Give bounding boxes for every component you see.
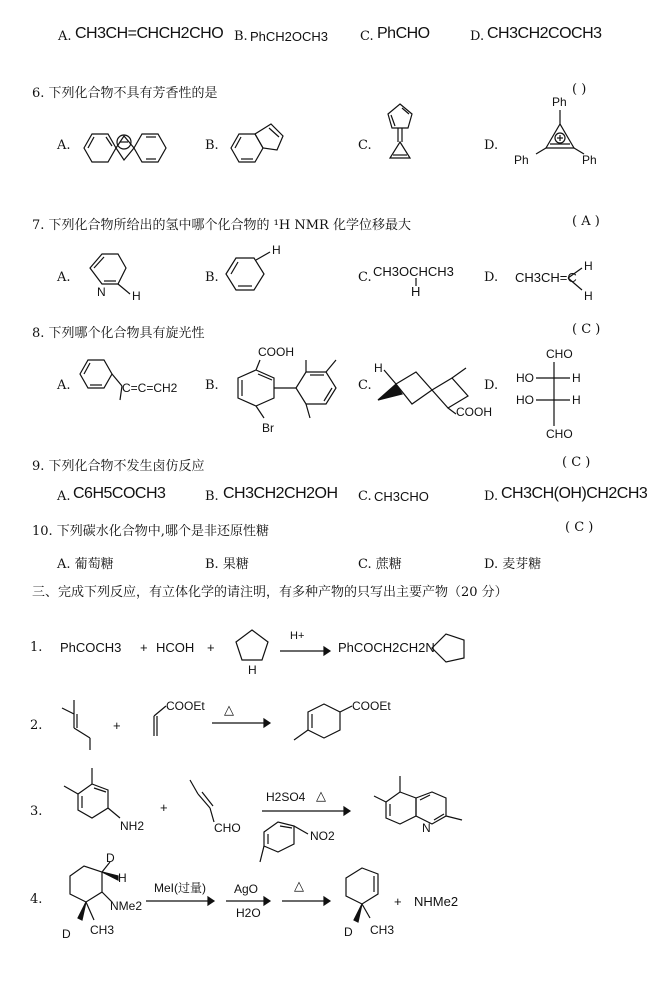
q8-b-biphenyl-structure bbox=[224, 344, 354, 436]
q5-option-b: PhCH2OCH3 bbox=[250, 29, 329, 44]
q10-option-c: C. 蔗糖 bbox=[358, 557, 402, 572]
svg-text:CHO: CHO bbox=[546, 427, 573, 441]
q9-option-c-letter: C. bbox=[358, 489, 372, 504]
r2-plus: + bbox=[113, 718, 121, 733]
q8-label-b: B. bbox=[205, 378, 219, 393]
svg-text:CH3: CH3 bbox=[90, 923, 115, 937]
r2-acrylate-structure bbox=[150, 696, 220, 740]
svg-text:Br: Br bbox=[262, 421, 274, 435]
q10-option-d: D. 麦芽糖 bbox=[484, 557, 542, 572]
r1-arrow bbox=[280, 646, 330, 656]
svg-text:D: D bbox=[344, 925, 353, 939]
svg-text:COOH: COOH bbox=[456, 405, 492, 419]
q8-stem: 8. 下列哪个化合物具有旋光性 bbox=[32, 326, 205, 341]
svg-text:COOEt: COOEt bbox=[166, 699, 205, 713]
section3-heading: 三、完成下列反应，有立体化学的请注明，有多种产物的只写出主要产物（20 分） bbox=[32, 585, 508, 600]
svg-text:NMe2: NMe2 bbox=[110, 899, 143, 913]
svg-text:H: H bbox=[132, 289, 141, 303]
r3-plus: + bbox=[160, 800, 168, 815]
r4-product-cyclohexene-structure bbox=[334, 856, 414, 946]
svg-text:COOH: COOH bbox=[258, 345, 294, 359]
q9-option-c: CH3CHO bbox=[374, 489, 429, 504]
q7-c-h: H bbox=[411, 284, 421, 299]
svg-text:H: H bbox=[374, 361, 383, 375]
r2-number: 2. bbox=[30, 718, 43, 733]
q9-stem: 9. 下列化合物不发生卤仿反应 bbox=[32, 459, 205, 474]
r4-arrow1 bbox=[146, 896, 216, 906]
r2-product-cyclohexene-structure bbox=[282, 696, 412, 752]
r4-byproduct: NHMe2 bbox=[414, 894, 459, 909]
q8-label-d: D. bbox=[484, 378, 499, 393]
q6-stem: 6. 下列化合物不具有芳香性的是 bbox=[32, 86, 218, 101]
q8-c-spiroheptane-structure bbox=[372, 356, 502, 428]
q7-label-b: B. bbox=[205, 270, 219, 285]
q7-stem: 7. 下列化合物所给出的氢中哪个化合物的 ¹H NMR 化学位移最大 bbox=[32, 218, 411, 233]
svg-text:D: D bbox=[62, 927, 71, 941]
q6-label-c: C. bbox=[358, 138, 372, 153]
q8-answer: ( C ) bbox=[572, 322, 601, 337]
svg-text:H: H bbox=[584, 289, 593, 303]
q6-d-triphenylcyclopropenium-structure bbox=[510, 92, 610, 172]
q8-d-tartaric-aldehyde-structure bbox=[512, 344, 592, 441]
svg-text:CHO: CHO bbox=[214, 821, 241, 835]
r4-arrow3 bbox=[282, 896, 332, 906]
r1-plus1: + bbox=[140, 640, 148, 655]
svg-text:N: N bbox=[422, 821, 431, 835]
svg-text:H: H bbox=[572, 371, 581, 385]
q7-label-a: A. bbox=[57, 270, 71, 285]
q9-option-b: CH3CH2CH2OH bbox=[223, 485, 338, 502]
svg-text:NH2: NH2 bbox=[120, 819, 145, 833]
r1-reactant2: HCOH bbox=[156, 640, 195, 655]
q5-option-c-letter: C. bbox=[360, 29, 374, 44]
r1-plus2: + bbox=[207, 640, 215, 655]
r1-number: 1. bbox=[30, 640, 43, 655]
svg-text:CHO: CHO bbox=[546, 347, 573, 361]
r2-isoprene-structure bbox=[56, 696, 106, 752]
q9-option-d-letter: D. bbox=[484, 489, 499, 504]
svg-text:HO: HO bbox=[516, 393, 534, 407]
r1-reactant1: PhCOCH3 bbox=[60, 640, 122, 655]
q9-option-a: C6H5COCH3 bbox=[73, 485, 166, 502]
q9-answer: ( C ) bbox=[562, 455, 591, 470]
r3-crotonaldehyde-structure bbox=[186, 776, 256, 840]
q5-option-c: PhCHO bbox=[377, 25, 430, 42]
q7-b-benzene-structure bbox=[222, 243, 302, 306]
q6-a-fluorenyl-anion-structure bbox=[70, 118, 180, 178]
r4-plus: + bbox=[394, 894, 402, 909]
svg-text:H: H bbox=[248, 663, 257, 677]
q8-a-allene-structure bbox=[72, 352, 202, 412]
svg-text:D: D bbox=[106, 851, 115, 865]
r3-reagent: H2SO4 bbox=[266, 790, 306, 804]
svg-text:COOEt: COOEt bbox=[352, 699, 391, 713]
r3-product-quinoline-structure bbox=[372, 760, 482, 840]
r1-product-pyrrolidine-ring bbox=[428, 628, 472, 668]
q9-option-a-letter: A. bbox=[57, 489, 71, 504]
q5-option-a-letter: A. bbox=[58, 29, 72, 44]
svg-text:NO2: NO2 bbox=[310, 829, 335, 843]
q7-label-c: C. bbox=[358, 270, 372, 285]
r2-heat: △ bbox=[224, 702, 234, 717]
r1-product: PhCOCH2CH2N bbox=[338, 640, 435, 655]
q6-label-d: D. bbox=[484, 138, 499, 153]
svg-text:CH3: CH3 bbox=[370, 923, 395, 937]
r4-reagent2a: AgO bbox=[234, 882, 259, 896]
q6-label-b: B. bbox=[205, 138, 219, 153]
r4-arrow2 bbox=[226, 896, 272, 906]
q7-answer: ( A ) bbox=[572, 214, 600, 229]
r4-number: 4. bbox=[30, 892, 43, 907]
q6-b-indene-structure bbox=[225, 118, 305, 178]
q10-option-b: B. 果糖 bbox=[205, 557, 249, 572]
svg-text:Ph: Ph bbox=[514, 153, 529, 167]
q7-c-formula: CH3OCHCH3 bbox=[373, 264, 454, 279]
q10-answer: ( C ) bbox=[565, 520, 594, 535]
svg-text:Ph: Ph bbox=[552, 95, 567, 109]
q5-option-d-letter: D. bbox=[470, 29, 485, 44]
q7-label-d: D. bbox=[484, 270, 499, 285]
svg-text:H: H bbox=[118, 871, 127, 885]
r3-dimethylaniline-structure bbox=[60, 760, 160, 840]
q5-option-a: CH3CH=CHCH2CHO bbox=[75, 25, 224, 42]
q6-answer: ( ) bbox=[572, 82, 587, 97]
r1-pyrrolidine-structure bbox=[232, 626, 272, 682]
q6-label-a: A. bbox=[57, 138, 71, 153]
r4-reagent1: MeI(过量) bbox=[154, 881, 206, 895]
q7-d-h-bonds bbox=[568, 258, 608, 302]
svg-text:HO: HO bbox=[516, 371, 534, 385]
svg-text:Ph: Ph bbox=[582, 153, 597, 167]
svg-text:H: H bbox=[572, 393, 581, 407]
q7-d-formula: CH3CH=C bbox=[515, 270, 577, 285]
q8-label-c: C. bbox=[358, 378, 372, 393]
q10-stem: 10. 下列碳水化合物中,哪个是非还原性糖 bbox=[32, 524, 269, 539]
svg-text:C=C=CH2: C=C=CH2 bbox=[122, 381, 178, 395]
q9-option-b-letter: B. bbox=[205, 489, 219, 504]
q8-label-a: A. bbox=[57, 378, 71, 393]
q7-a-pyridine-structure bbox=[80, 246, 160, 306]
svg-text:H: H bbox=[272, 243, 281, 257]
r3-number: 3. bbox=[30, 804, 43, 819]
q10-option-a: A. 葡萄糖 bbox=[57, 557, 114, 572]
q5-option-b-letter: B. bbox=[234, 29, 248, 44]
svg-text:H: H bbox=[584, 259, 593, 273]
q7-c-bond bbox=[412, 278, 422, 288]
r4-heat: △ bbox=[294, 878, 304, 893]
q6-c-calicene-structure bbox=[380, 100, 420, 180]
r1-catalyst: H+ bbox=[290, 630, 305, 642]
r3-heat: △ bbox=[316, 788, 326, 803]
q5-option-d: CH3CH2COCH3 bbox=[487, 25, 602, 42]
q9-option-d: CH3CH(OH)CH2CH3 bbox=[501, 485, 648, 502]
r4-reagent2b: H2O bbox=[236, 906, 261, 920]
svg-text:N: N bbox=[97, 285, 106, 299]
r2-arrow bbox=[212, 718, 272, 728]
